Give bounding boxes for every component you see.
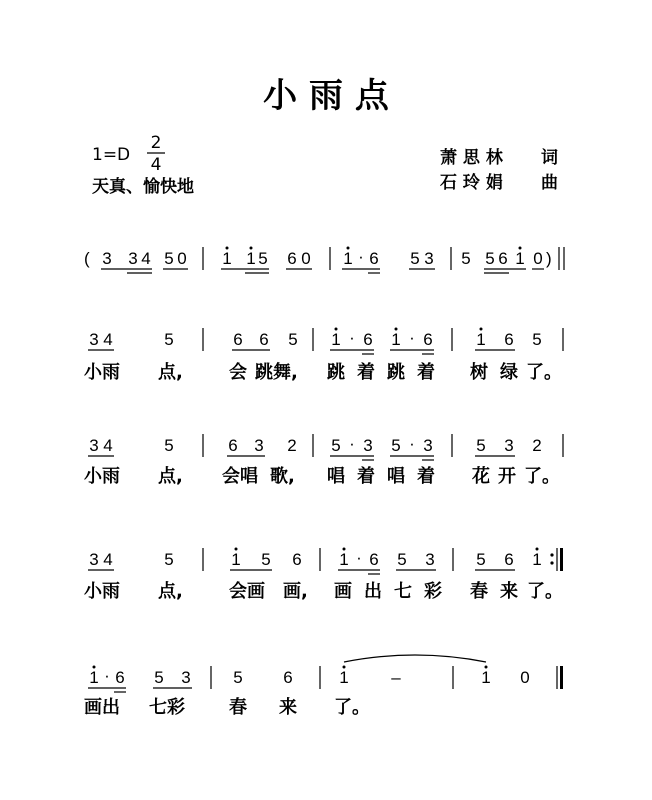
note: 6 xyxy=(259,330,269,349)
composer-name: 石 玲 娟 xyxy=(440,173,503,193)
lyric: 来 xyxy=(279,697,297,718)
octave-dot xyxy=(343,548,346,551)
lyricist-name: 萧 思 林 xyxy=(440,148,503,168)
lyricist-role: 词 xyxy=(541,148,558,168)
octave-dot xyxy=(343,666,346,669)
octave-dot xyxy=(485,666,488,669)
note: 5 xyxy=(476,550,486,569)
lyric: 了。 xyxy=(526,362,562,383)
intro-open-paren: ( xyxy=(84,249,90,268)
dotted-rhythm: · xyxy=(358,247,364,266)
lyric: 画 xyxy=(334,581,352,602)
note: 1 xyxy=(532,550,542,569)
lyric: 跳舞, xyxy=(255,362,298,383)
lyric: 花 xyxy=(472,466,490,487)
note: 6 xyxy=(369,550,379,569)
octave-dot xyxy=(347,247,350,250)
sustain-dash: – xyxy=(391,668,401,687)
note: 5 xyxy=(164,436,174,455)
note: 5 xyxy=(164,550,174,569)
note: 1 xyxy=(222,249,232,268)
note: 5 xyxy=(164,330,174,349)
repeat-dot xyxy=(550,553,553,556)
note: 1 xyxy=(339,550,349,569)
intro-line xyxy=(84,247,564,274)
note: 6 xyxy=(233,330,243,349)
repeat-bar-thick xyxy=(560,548,563,571)
note: 5 xyxy=(485,249,495,268)
note: 6 xyxy=(504,550,514,569)
lyric: 点, xyxy=(158,581,183,602)
score-line-1 xyxy=(84,328,563,384)
note: 1 xyxy=(231,550,241,569)
lyric: 会画 xyxy=(229,581,265,602)
lyric: 跳 xyxy=(327,362,345,383)
octave-dot xyxy=(226,247,229,250)
tempo-marking: 天真、愉快地 xyxy=(92,177,194,197)
octave-dot xyxy=(235,548,238,551)
lyric: 小雨 xyxy=(84,581,120,602)
note: 6 xyxy=(283,668,293,687)
note: 5 xyxy=(461,249,471,268)
octave-dot xyxy=(250,247,253,250)
note: 0 xyxy=(301,249,311,268)
note: 1 xyxy=(481,668,491,687)
note: 3 xyxy=(423,436,433,455)
note: 1 xyxy=(89,668,99,687)
note: 6 xyxy=(292,550,302,569)
note: 1 xyxy=(339,668,349,687)
lyric: 开 xyxy=(498,466,516,487)
lyric: 树 xyxy=(470,362,488,383)
lyric: 了。 xyxy=(334,697,370,718)
lyric: 来 xyxy=(500,581,518,602)
dotted-rhythm: · xyxy=(349,328,355,347)
octave-dot xyxy=(93,666,96,669)
octave-dot xyxy=(395,328,398,331)
note: 4 xyxy=(103,436,113,455)
composer-role: 曲 xyxy=(541,173,558,193)
note: 1 xyxy=(515,249,525,268)
repeat-dot xyxy=(550,561,553,564)
note: 4 xyxy=(141,249,151,268)
note: 0 xyxy=(533,249,543,268)
lyric: 绿 xyxy=(500,362,518,383)
lyric: 着 xyxy=(417,362,435,383)
note: 3 xyxy=(181,668,191,687)
note: 2 xyxy=(287,436,297,455)
note: 1 xyxy=(343,249,353,268)
note: 6 xyxy=(498,249,508,268)
note: 6 xyxy=(228,436,238,455)
dotted-rhythm: · xyxy=(409,434,415,453)
dotted-rhythm: · xyxy=(409,328,415,347)
note: 5 xyxy=(331,436,341,455)
score-line-4 xyxy=(84,655,563,718)
lyric: 着 xyxy=(417,466,435,487)
note: 1 xyxy=(391,330,401,349)
note: 3 xyxy=(424,249,434,268)
note: 3 xyxy=(102,249,112,268)
note: 5 xyxy=(288,330,298,349)
note: 3 xyxy=(89,550,99,569)
note: 6 xyxy=(287,249,297,268)
lyric: 画出 xyxy=(84,697,120,718)
lyric: 春 xyxy=(229,697,247,718)
lyric: 会 xyxy=(229,362,247,383)
note: 5 xyxy=(410,249,420,268)
note: 0 xyxy=(177,249,187,268)
lyric: 着 xyxy=(357,466,375,487)
time-signature-top: 2 xyxy=(150,133,162,153)
lyric: 点, xyxy=(158,466,183,487)
note: 3 xyxy=(425,550,435,569)
lyric: 跳 xyxy=(387,362,405,383)
dotted-rhythm: · xyxy=(349,434,355,453)
note: 6 xyxy=(369,249,379,268)
note: 1 xyxy=(476,330,486,349)
lyric: 画, xyxy=(283,581,308,602)
intro-close-paren: ) xyxy=(546,249,552,268)
lyric: 彩 xyxy=(424,581,442,602)
lyric: 小雨 xyxy=(84,466,120,487)
note: 5 xyxy=(258,249,268,268)
note: 3 xyxy=(363,436,373,455)
lyric: 点, xyxy=(158,362,183,383)
note: 5 xyxy=(397,550,407,569)
lyric: 七 xyxy=(394,581,412,602)
note: 5 xyxy=(391,436,401,455)
tie-slur xyxy=(344,655,486,662)
lyric: 唱 xyxy=(387,466,405,487)
lyric: 歌, xyxy=(270,466,295,487)
final-bar-thick xyxy=(560,666,563,689)
lyric: 了。 xyxy=(527,581,563,602)
note: 3 xyxy=(128,249,138,268)
note: 5 xyxy=(476,436,486,455)
note: 5 xyxy=(532,330,542,349)
lyric: 春 xyxy=(470,581,488,602)
time-signature-bottom: 4 xyxy=(150,155,162,175)
lyric: 会唱 xyxy=(222,466,258,487)
note: 2 xyxy=(532,436,542,455)
note: 6 xyxy=(504,330,514,349)
dotted-rhythm: · xyxy=(356,548,362,567)
song-title: 小 雨 点 xyxy=(263,76,389,116)
octave-dot xyxy=(480,328,483,331)
lyric: 了。 xyxy=(524,466,560,487)
score-line-3 xyxy=(84,548,563,603)
dotted-rhythm: · xyxy=(104,666,110,685)
note: 6 xyxy=(423,330,433,349)
note: 1 xyxy=(331,330,341,349)
note: 5 xyxy=(261,550,271,569)
note: 3 xyxy=(504,436,514,455)
note: 6 xyxy=(363,330,373,349)
octave-dot xyxy=(335,328,338,331)
octave-dot xyxy=(536,548,539,551)
note: 3 xyxy=(89,330,99,349)
note: 5 xyxy=(233,668,243,687)
key-signature: 1=D xyxy=(92,145,131,165)
note: 5 xyxy=(164,249,174,268)
note: 3 xyxy=(89,436,99,455)
lyric: 出 xyxy=(364,581,382,602)
lyric: 唱 xyxy=(327,466,345,487)
octave-dot xyxy=(519,247,522,250)
note: 4 xyxy=(103,330,113,349)
note: 0 xyxy=(520,668,530,687)
lyric: 七彩 xyxy=(149,697,185,718)
score-line-2 xyxy=(84,434,563,487)
note: 1 xyxy=(246,249,256,268)
note: 4 xyxy=(103,550,113,569)
lyric: 小雨 xyxy=(84,362,120,383)
note: 3 xyxy=(254,436,264,455)
note: 6 xyxy=(115,668,125,687)
note: 5 xyxy=(154,668,164,687)
lyric: 着 xyxy=(357,362,375,383)
